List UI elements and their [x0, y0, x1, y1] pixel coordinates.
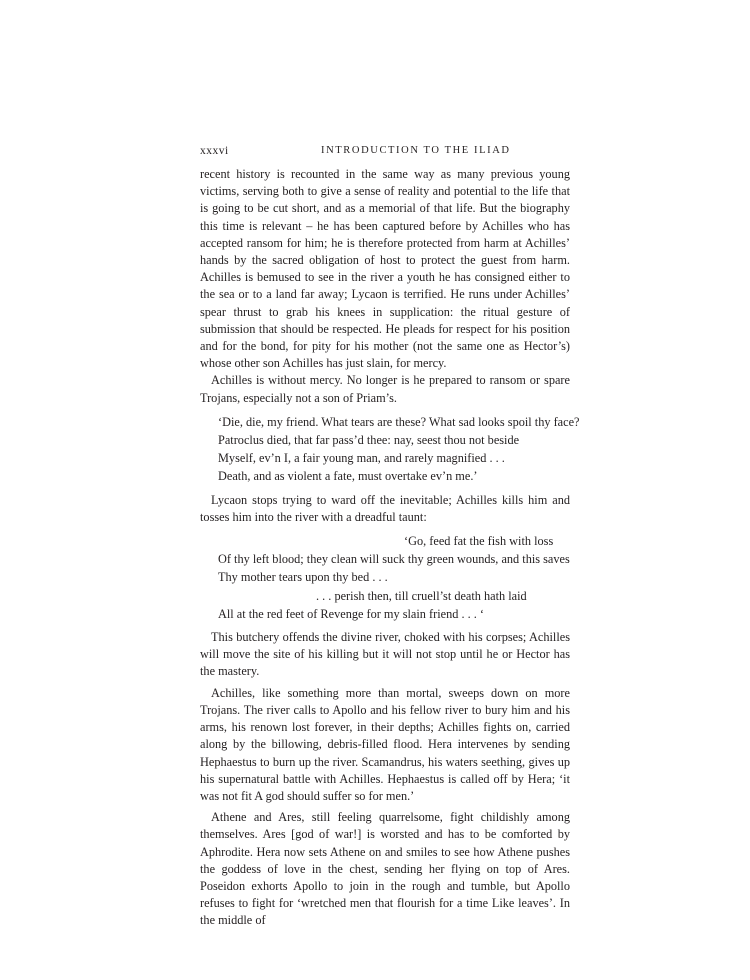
verse-line: Death, and as violent a fate, must overtake ev’n me.’ [218, 469, 478, 484]
verse-line: ‘Die, die, my friend. What tears are these? What sad looks spoil thy face? [218, 414, 580, 429]
verse-line: Patroclus died, that far pass’d thee: nay, seest thou not beside [218, 433, 520, 448]
verse-line: All at the red feet of Revenge for my slain friend . . . ‘ [218, 606, 484, 621]
verse-quote-die-my-friend [218, 413, 580, 486]
running-head [200, 142, 570, 160]
verse-line: Myself, ev’n I, a fair young man, and rarely magnified . . . [218, 451, 505, 466]
verse-line: ‘Go, feed fat the fish with loss [404, 534, 554, 549]
paragraph-achilles-without-mercy: Achilles is without mercy. No longer is he prepared to ransom or spare Trojans, especially not a son of Priam’s. [200, 373, 570, 405]
verse-quote-feed-fat-the-fish [218, 532, 570, 623]
paragraph-athene-and-ares: Athene and Ares, still feeling quarrelsome, fight childishly among themselves. Ares [god of war!] is worsted and has to be comforted by Aphrodite. Hera now sets Athene on and smiles to see how Athene pushes the goddess of love in the chest, sending her flying on top of Ares. Poseidon exhorts Apollo to join in the rough and tumble, but Apollo refuses to fight for ‘wretched men that flourish for a time Like leaves’. In the middle of [200, 810, 570, 928]
page-number: xxxvi [200, 145, 229, 157]
paragraph-achilles-sweeps-down: Achilles, like something more than mortal, sweeps down on more Trojans. The river calls to Apollo and his fellow river to bury him and his arms, his renown lost forever, in their depths; Achilles fights on, carried along by the billowing, debris-filled flood. Hera intervenes by sending Hephaestus to burn up the river. Scamandrus, his waters seething, gives up his supernatural battle with Achilles. Hephaestus is called off by Hera; ‘it was not fit A god should suffer so for men.’ [200, 685, 570, 803]
paragraph-lycaon-history: recent history is recounted in the same way as many previous young victims, serving both to give a sense of reality and potential to the life that is going to be cut short, and as a memorial of that life. But the biography this time is relevant – he has been captured before by Achilles who has accepted ransom for him; he is therefore protected from harm at Achilles’ hands by the sacred obligation of host to protect the guest from harm. Achilles is bemused to see in the river a youth he has consigned either to the sea or to a land far away; Lycaon is terrified. He runs under Achilles’ spear thrust to grab his knees in supplication: the ritual gesture of submission that should be respected. He pleads for respect for his position and for the bond, for pity for his mother (not the same one as Hector’s) whose other son Achilles has just slain, for mercy. [200, 167, 570, 371]
book-page [200, 142, 580, 930]
paragraph-butchery-offends-river: This butchery offends the divine river, choked with his corpses; Achilles will move the site of his killing but it will not stop until he or Hector has the mastery. [200, 630, 570, 679]
verse-line: . . . perish then, till cruell’st death hath laid [316, 588, 527, 603]
verse-line: Thy mother tears upon thy bed . . . [218, 570, 388, 585]
paragraph-lycaon-stops: Lycaon stops trying to ward off the inevitable; Achilles kills him and tosses him into the river with a dreadful taunt: [200, 492, 570, 524]
running-title: INTRODUCTION TO THE ILIAD [321, 145, 511, 156]
verse-line: Of thy left blood; they clean will suck thy green wounds, and this saves [218, 552, 570, 567]
